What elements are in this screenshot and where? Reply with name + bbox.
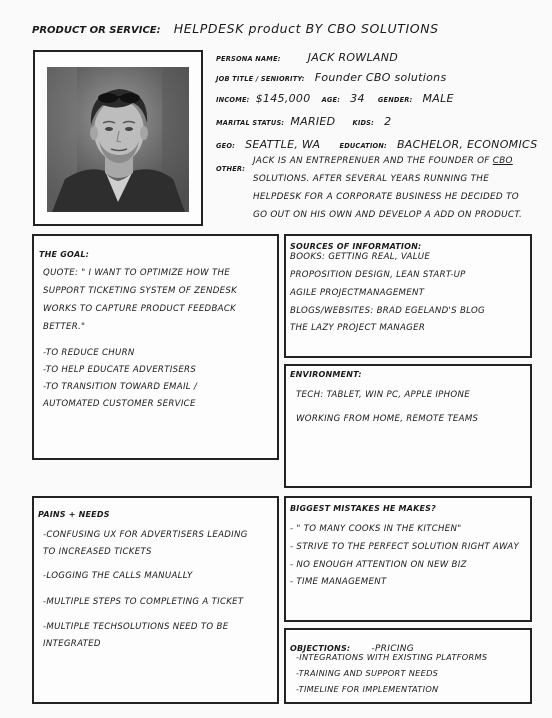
objections-section	[284, 628, 532, 704]
header	[32, 18, 532, 38]
other-line: HELPDESK FOR A CORPORATE BUSINESS HE DECIDED TO	[253, 192, 519, 202]
pains-title: PAINS + NEEDS	[38, 510, 110, 519]
gender-value: MALE	[422, 92, 454, 105]
pains-line: -LOGGING THE CALLS MANUALLY	[43, 571, 193, 581]
objections-first: -PRICING	[371, 644, 415, 654]
age-label: AGE:	[321, 96, 341, 104]
income-label: INCOME:	[216, 96, 250, 104]
goal-section	[32, 234, 279, 460]
sources-line: BOOKS: GETTING REAL, VALUE	[290, 252, 431, 262]
persona-name-row	[216, 46, 398, 65]
marital-label: MARITAL STATUS:	[216, 119, 285, 127]
sources-title: SOURCES OF INFORMATION:	[290, 242, 422, 251]
geo-label: GEO:	[216, 142, 235, 150]
goal-quote-line: WORKS TO CAPTURE PRODUCT FEEDBACK	[43, 304, 237, 314]
goal-item: -TO REDUCE CHURN	[43, 348, 135, 358]
other-line: GO OUT ON HIS OWN AND DEVELOP A ADD ON PRODUCT.	[253, 210, 523, 220]
sources-line: AGILE PROJECTMANAGEMENT	[290, 288, 425, 298]
other-label: OTHER:	[216, 165, 246, 173]
sources-line: BLOGS/WEBSITES: BRAD EGELAND'S BLOG	[290, 306, 485, 316]
persona-photo	[47, 67, 189, 212]
goal-item: -TO HELP EDUCATE ADVERTISERS	[43, 365, 197, 375]
job-title-label: JOB TITLE / SENIORITY:	[216, 75, 305, 83]
other-cbo-word: CBO	[492, 156, 513, 166]
other-line: JACK IS AN ENTREPRENUER AND THE FOUNDER OF CBO	[253, 156, 513, 166]
sources-line: THE LAZY PROJECT MANAGER	[290, 323, 426, 333]
mistakes-title: BIGGEST MISTAKES HE MAKES?	[290, 504, 436, 513]
other-row	[216, 156, 245, 175]
persona-name-value: JACK ROWLAND	[307, 51, 399, 64]
geo-value: SEATTLE, WA	[245, 138, 321, 151]
objections-title: OBJECTIONS:	[290, 644, 351, 653]
mistakes-line: - STRIVE TO THE PERFECT SOLUTION RIGHT AWAY	[290, 542, 520, 552]
sources-line: PROPOSITION DESIGN, LEAN START-UP	[290, 270, 466, 280]
kids-value: 2	[384, 115, 392, 128]
other-line: SOLUTIONS. AFTER SEVERAL YEARS RUNNING THE	[253, 174, 490, 184]
mistakes-line: - TIME MANAGEMENT	[290, 577, 387, 587]
marital-row	[216, 110, 391, 129]
other-description	[253, 152, 525, 224]
pains-line: -MULTIPLE TECHSOLUTIONS NEED TO BE	[43, 622, 229, 632]
goal-quote-line: QUOTE: " I WANT TO OPTIMIZE HOW THE	[43, 268, 231, 278]
income-row	[216, 87, 454, 106]
pains-line: -CONFUSING UX FOR ADVERTISERS LEADING	[43, 530, 248, 540]
pains-line: TO INCREASED TICKETS	[43, 547, 152, 557]
goal-quote-line: BETTER."	[43, 322, 86, 332]
objections-line: -INTEGRATIONS WITH EXISTING PLATFORMS	[296, 652, 488, 662]
objections-line: -TIMELINE FOR IMPLEMENTATION	[296, 684, 439, 694]
kids-label: KIDS:	[352, 119, 374, 127]
pains-needs-section	[32, 496, 279, 704]
education-label: EDUCATION:	[339, 142, 387, 150]
goal-item: -TO TRANSITION TOWARD EMAIL /	[43, 382, 198, 392]
mistakes-section	[284, 496, 532, 622]
header-label: PRODUCT OR SERVICE:	[32, 25, 161, 36]
environment-line: TECH: TABLET, WIN PC, APPLE IPHONE	[296, 390, 470, 400]
goal-title: THE GOAL:	[39, 250, 90, 259]
persona-portrait-image	[47, 67, 189, 212]
goal-item: AUTOMATED CUSTOMER SERVICE	[43, 399, 196, 409]
age-value: 34	[350, 92, 365, 105]
mistakes-line: - NO ENOUGH ATTENTION ON NEW BIZ	[290, 560, 467, 570]
environment-line: WORKING FROM HOME, REMOTE TEAMS	[296, 414, 479, 424]
marital-value: MARIED	[290, 115, 336, 128]
job-title-row	[216, 66, 446, 85]
persona-name-label: PERSONA NAME:	[216, 55, 281, 63]
sources-section	[284, 234, 532, 358]
objections-line: -TRAINING AND SUPPORT NEEDS	[296, 668, 439, 678]
header-value: HELPDESK product BY CBO SOLUTIONS	[173, 21, 439, 36]
photo-frame	[33, 50, 203, 226]
income-value: $145,000	[255, 92, 311, 105]
education-value: BACHELOR, ECONOMICS	[396, 138, 538, 151]
environment-title: ENVIRONMENT:	[290, 370, 362, 379]
geo-row	[216, 133, 537, 152]
pains-line: INTEGRATED	[43, 639, 101, 649]
gender-label: GENDER:	[377, 96, 413, 104]
goal-quote-line: SUPPORT TICKETING SYSTEM OF ZENDESK	[43, 286, 238, 296]
environment-section	[284, 364, 532, 488]
job-title-value: Founder CBO solutions	[314, 71, 447, 84]
mistakes-line: - " TO MANY COOKS IN THE KITCHEN"	[290, 524, 462, 534]
pains-line: -MULTIPLE STEPS TO COMPLETING A TICKET	[43, 597, 244, 607]
